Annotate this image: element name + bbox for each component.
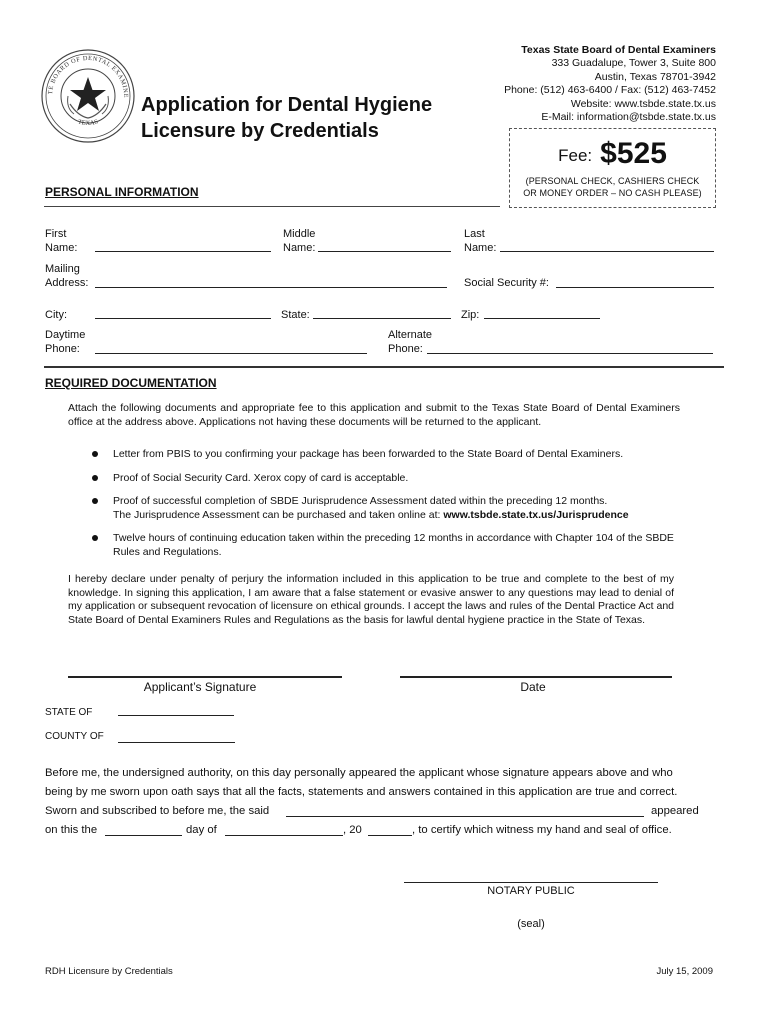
alternate-phone-field[interactable]	[427, 353, 713, 354]
seal-top-text: TE BOARD OF DENTAL EXAMINE	[46, 54, 130, 99]
fee-note-line-1: (PERSONAL CHECK, CASHIERS CHECK	[525, 176, 700, 186]
notary-line-1: Before me, the undersigned authority, on this day personally appeared the applicant whose signature appears above and who	[45, 767, 673, 779]
middle-name-field[interactable]	[318, 251, 451, 252]
notary-line-2: being by me sworn upon oath says that all the facts, statements and answers contained in this application are true and correct.	[45, 786, 678, 798]
notary-signature-field[interactable]	[404, 882, 658, 883]
doc-item-pbis-letter: Letter from PBIS to you confirming your package has been forwarded to the State Board of Dental Examiners.	[113, 448, 624, 460]
first-name-label: First Name:	[45, 228, 78, 254]
county-of-field[interactable]	[118, 742, 235, 743]
agency-address-1: 333 Guadalupe, Tower 3, Suite 800	[551, 57, 716, 70]
fee-box	[509, 128, 716, 208]
year-prefix-label: , 20	[343, 824, 362, 836]
zip-field[interactable]	[484, 318, 600, 319]
state-of-label: STATE OF	[45, 707, 93, 718]
ssn-field[interactable]	[556, 287, 714, 288]
mailing-address-label: Mailing Address:	[45, 263, 89, 289]
notary-statement	[45, 764, 725, 802]
appeared-label: appeared	[651, 805, 699, 817]
bullet-3	[92, 498, 98, 504]
required-docs-intro: Attach the following documents and appropriate fee to this application and submit to the Texas State Board of Dental Examiners office at the address above. Applications not having these documents will be returned to the applicant.	[68, 402, 680, 428]
city-label: City:	[45, 309, 67, 321]
certify-label: , to certify which witness my hand and seal of office.	[412, 824, 672, 836]
agency-contact-block	[504, 44, 716, 124]
agency-website: Website: www.tsbde.state.tx.us	[570, 97, 716, 110]
day-number-field[interactable]	[105, 835, 182, 836]
date-field[interactable]	[400, 676, 672, 678]
daytime-phone-field[interactable]	[95, 353, 367, 354]
title-line-1: Application for Dental Hygiene	[141, 94, 433, 116]
seal-label: (seal)	[517, 918, 545, 930]
city-field[interactable]	[95, 318, 271, 319]
mailing-address-field[interactable]	[95, 287, 447, 288]
last-name-label: Last Name:	[464, 228, 497, 254]
agency-address-2: Austin, Texas 78701-3942	[594, 70, 716, 83]
state-board-seal	[40, 48, 136, 144]
day-of-label: day of	[186, 824, 217, 836]
first-name-field[interactable]	[95, 251, 271, 252]
doc-item-jurisprudence: Proof of successful completion of SBDE Jurisprudence Assessment dated within the preceding 12 months. The Jurisprudence Assessment can be purchased and taken online at: www.tsbde.state.tx.us/Jurisprudence	[113, 495, 629, 521]
daytime-phone-label: Daytime Phone:	[45, 329, 86, 355]
zip-label: Zip:	[461, 309, 480, 321]
jurisprudence-link[interactable]: www.tsbde.state.tx.us/Jurisprudence	[443, 509, 629, 521]
agency-email: E-Mail: information@tsbde.state.tx.us	[541, 111, 716, 124]
svg-text:TEXAS	[77, 118, 99, 127]
notary-public-label: NOTARY PUBLIC	[487, 885, 575, 897]
state-label: State:	[281, 309, 310, 321]
doc-item-social-security: Proof of Social Security Card. Xerox copy of card is acceptable.	[113, 472, 409, 484]
form-title	[141, 92, 432, 144]
seal-bottom-text: TEXAS	[77, 118, 99, 128]
required-docs-heading: REQUIRED DOCUMENTATION	[45, 376, 217, 390]
month-field[interactable]	[225, 835, 343, 836]
personal-info-rule	[44, 206, 500, 207]
fee-label: Fee:	[558, 146, 593, 165]
state-field[interactable]	[313, 318, 451, 319]
agency-name: Texas State Board of Dental Examiners	[521, 44, 716, 56]
fee-note-line-2: OR MONEY ORDER – NO CASH PLEASE)	[523, 188, 702, 198]
on-this-the-label: on this the	[45, 824, 98, 836]
middle-name-label: Middle Name:	[283, 228, 316, 254]
agency-phone-fax: Phone: (512) 463-6400 / Fax: (512) 463-7452	[504, 84, 716, 97]
date-label: Date	[520, 680, 546, 694]
personal-info-heading: PERSONAL INFORMATION	[45, 185, 199, 199]
footer-date: July 15, 2009	[656, 966, 713, 977]
footer-form-name: RDH Licensure by Credentials	[45, 966, 173, 977]
doc-item-continuing-education: Twelve hours of continuing education taken within the preceding 12 months in accordance with Chapter 104 of the SBDE Rules and Regulations.	[113, 532, 674, 558]
last-name-field[interactable]	[500, 251, 714, 252]
ssn-label: Social Security #:	[464, 277, 549, 289]
state-of-field[interactable]	[118, 715, 234, 716]
section-divider	[44, 366, 724, 368]
county-of-label: COUNTY OF	[45, 731, 104, 742]
applicant-signature-field[interactable]	[68, 676, 342, 678]
bullet-1	[92, 451, 98, 457]
bullet-2	[92, 475, 98, 481]
bullet-4	[92, 535, 98, 541]
title-line-2: Licensure by Credentials	[141, 120, 379, 142]
notary-line-3: Sworn and subscribed to before me, the said	[45, 805, 270, 817]
fee-amount: $525	[600, 137, 667, 170]
year-field[interactable]	[368, 835, 412, 836]
applicant-name-field[interactable]	[286, 816, 644, 817]
applicant-signature-label: Applicant’s Signature	[143, 680, 257, 694]
declaration-text: I hereby declare under penalty of perjury the information included in this application to be true and complete to the best of my knowledge. In signing this application, I am aware that a false statement or evasive answer to any questions may lead to denial of my application or subsequent revocation of licensure on ethical grounds. I accept the laws and rules of the Dental Practice Act and State Board of Dental Examiners Rules and Regulations as the basis for lawful dental hygiene practice in the State of Texas.	[68, 573, 674, 626]
alternate-phone-label: Alternate Phone:	[388, 329, 433, 355]
